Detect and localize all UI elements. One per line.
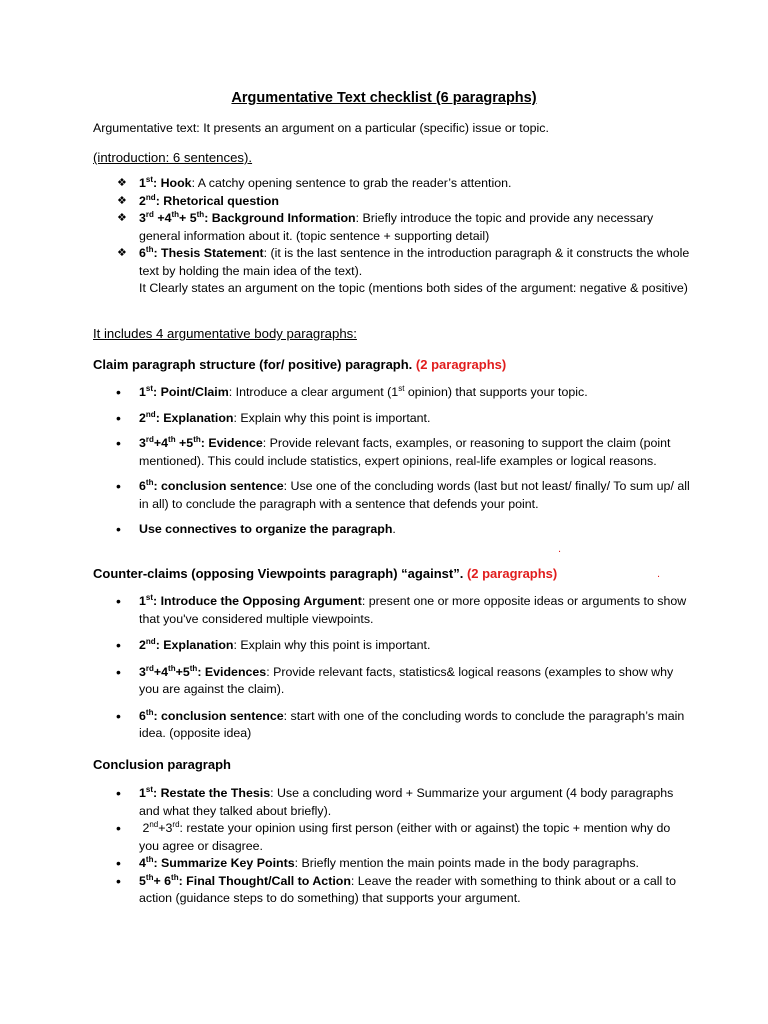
bullet-icon: •: [116, 435, 121, 451]
bullet-icon: •: [116, 521, 121, 537]
diamond-bullet-icon: ❖: [117, 247, 127, 259]
counter-count: (2 paragraphs): [466, 566, 558, 581]
list-item: ❖ 6th: Thesis Statement: (it is the last sentence in the introduction paragraph & it constructs the whole text by holding the main idea of the text). It Clearly states an argument on the topic (mentions both sides of the argument: negative & positive): [117, 244, 690, 295]
bullet-icon: •: [116, 872, 121, 889]
intro-definition: Argumentative text: It presents an argument on a particular (specific) issue or topic.: [93, 121, 549, 135]
conclusion-heading: Conclusion paragraph: [93, 757, 231, 772]
list-item: ❖ 1st: Hook: A catchy opening sentence to grab the reader’s attention.: [93, 175, 693, 193]
bullet-icon: •: [116, 820, 121, 836]
introduction-list: [93, 175, 693, 298]
list-item: • 6th: conclusion sentence: start with one of the concluding words to conclude the paragraph’s main idea. (opposite idea): [116, 707, 685, 740]
stray-dot: .: [657, 568, 661, 580]
list-item: • 6th: conclusion sentence: Use one of the concluding words (last but not least/ finally/ To sum up/ all in all) to conclude the paragraph with a sentence that defends your point.: [116, 477, 690, 511]
list-item: • 2nd+3rd: restate your opinion using first person (either with or against) the topic + mention why do you agree or disagree.: [116, 819, 671, 853]
bullet-icon: •: [116, 478, 121, 494]
bullet-icon: •: [116, 593, 121, 609]
diamond-bullet-icon: ❖: [117, 194, 127, 207]
list-item: • 5th+ 6th: Final Thought/Call to Action: Leave the reader with something to think about or a call to action (guidance steps to do something) that supports your argument.: [116, 872, 677, 905]
claim-count: (2 paragraphs): [415, 357, 507, 372]
list-item: • 3rd+4th+5th: Evidences: Provide relevant facts, statistics& logical reasons (examples to show why you are against the claim).: [116, 663, 674, 696]
claim-heading: Claim paragraph structure (for/ positive) paragraph. (2 paragraphs): [93, 357, 507, 372]
diamond-bullet-icon: ❖: [117, 177, 127, 189]
introduction-heading: (introduction: 6 sentences).: [93, 150, 253, 165]
list-item: ❖ 3rd +4th+ 5th: Background Information: Briefly introduce the topic and provide any necessary general information about it. (topic sentence + supporting detail): [117, 209, 654, 243]
bullet-icon: •: [116, 637, 121, 653]
stray-dot: .: [558, 543, 562, 555]
list-item: • 1st: Restate the Thesis: Use a concluding word + Summarize your argument (4 body paragraphs and what they talked about briefly).: [116, 784, 674, 818]
bullet-icon: •: [116, 707, 121, 724]
bullet-icon: •: [116, 855, 121, 871]
bullet-icon: •: [116, 663, 121, 680]
diamond-bullet-icon: ❖: [117, 212, 127, 224]
list-item: • 2nd: Explanation: Explain why this point is important.: [116, 636, 431, 653]
list-item: • 2nd: Explanation: Explain why this point is important.: [116, 409, 431, 426]
counter-claims-heading: Counter-claims (opposing Viewpoints paragraph) “against”. (2 paragraphs): [93, 566, 558, 581]
bullet-icon: •: [116, 409, 121, 426]
bullet-icon: •: [116, 785, 121, 801]
list-item: • 3rd+4th +5th: Evidence: Provide relevant facts, examples, or reasoning to support the claim (point mentioned). This could include statistics, expert opinions, real-life examples or logical reasons.: [116, 434, 671, 468]
list-item: • 1st: Point/Claim: Introduce a clear argument (1st opinion) that supports your topic.: [116, 383, 588, 400]
body-paragraphs-heading: It includes 4 argumentative body paragraphs:: [93, 326, 357, 341]
list-item: • 4th: Summarize Key Points: Briefly mention the main points made in the body paragraphs.: [116, 854, 640, 871]
list-item: • 1st: Introduce the Opposing Argument: present one or more opposite ideas or arguments to show that you've considered multiple viewpoints.: [116, 592, 687, 626]
document-title: Argumentative Text checklist (6 paragraphs): [231, 90, 537, 106]
bullet-icon: •: [116, 384, 121, 400]
conclusion-list: [93, 785, 693, 908]
claim-list: [93, 384, 693, 539]
counter-claims-list: [93, 593, 693, 743]
list-item: • Use connectives to organize the paragraph.: [116, 521, 396, 537]
list-item: ❖ 2nd: Rhetorical question: [93, 193, 693, 211]
